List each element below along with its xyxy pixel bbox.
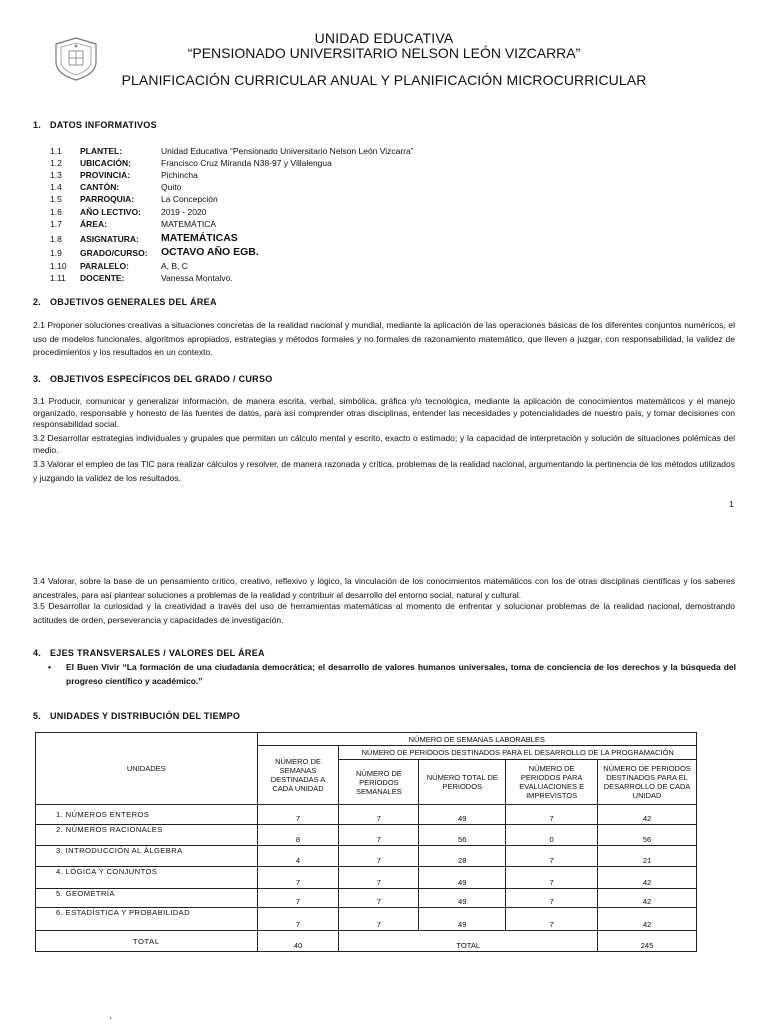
info-number: 1.6 — [50, 207, 62, 217]
cell-desarrollo: 42 — [598, 867, 697, 889]
cell-desarrollo: 21 — [598, 846, 697, 867]
header-line-2: “PENSIONADO UNIVERSITARIO NELSON LEÓN VIZCARRA” — [187, 45, 581, 61]
bullet-icon: • — [48, 662, 51, 672]
document-title: PLANIFICACIÓN CURRICULAR ANUAL Y PLANIFICACIÓN MICROCURRICULAR — [121, 72, 647, 88]
section-number: 2. — [33, 297, 42, 307]
cell-semanales: 7 — [339, 825, 419, 846]
cell-total: 49 — [419, 805, 506, 825]
table-row — [36, 825, 697, 846]
table-row — [36, 805, 697, 825]
cell-semanas: 4 — [257, 846, 339, 867]
section-title: UNIDADES Y DISTRIBUCIÓN DEL TIEMPO — [50, 711, 241, 721]
info-value: Vanessa Montalvo. — [161, 273, 233, 283]
objetivo-especifico-3-5: 3.5 Desarrollar la curiosidad y la creatividad a través del uso de herramientas matemáticas al momento de enfrentar y solucionar problemas de la realidad nacional, demostrando actitudes de orden, perseverancia y capacidades de investigación. — [33, 601, 735, 625]
cell-semanas: 8 — [257, 825, 339, 846]
cell-desarrollo: 42 — [598, 805, 697, 825]
info-number: 1.3 — [50, 170, 62, 180]
section-5-heading — [33, 711, 240, 721]
info-value: Quito — [161, 182, 182, 192]
info-number: 1.8 — [50, 234, 62, 244]
section-number: 5. — [33, 711, 42, 721]
cell-total: 49 — [419, 889, 506, 908]
cell-unidad: 6. ESTADÍSTICA Y PROBABILIDAD — [36, 908, 258, 931]
info-number: 1.7 — [50, 219, 62, 229]
cell-semanales: 7 — [339, 867, 419, 889]
objetivo-general-paragraph: 2.1 Proponer soluciones creativas a situaciones concretas de la realidad nacional y mundial, mediante la aplicación de las operaciones básicas de los diferentes conjuntos numéricos, el uso de modelos funcionales, algoritmos apropiados, estrategias y métodos formales y no formales de razonamiento matemático, que lleven a juzgar, con responsabilidad, la validez de procedimientos y los resultados en un contexto. — [33, 320, 735, 357]
info-label: PROVINCIA: — [80, 170, 131, 180]
info-number: 1.9 — [50, 248, 62, 258]
header-periodos-semanales: NÚMERO DE PERIODOS SEMANALES — [339, 760, 419, 805]
table-row — [36, 889, 697, 908]
info-number: 1.1 — [50, 146, 62, 156]
cell-total-semanas: 40 — [257, 931, 339, 952]
header-semanas-laborables: NÚMERO DE SEMANAS LABORABLES — [257, 733, 696, 746]
section-4-heading — [33, 648, 265, 658]
info-label: GRADO/CURSO: — [80, 248, 148, 258]
section-number: 4. — [33, 648, 42, 658]
info-value: A, B, C — [161, 261, 188, 271]
cell-unidad: 4. LÓGICA Y CONJUNTOS — [36, 867, 258, 889]
cell-eval: 7 — [506, 846, 598, 867]
unidades-table — [35, 732, 697, 952]
header-semanas-unidad: NÚMERO DE SEMANAS DESTINADAS A CADA UNIDAD — [257, 746, 339, 805]
cell-semanales: 7 — [339, 908, 419, 931]
objetivo-especifico-3-2: 3.2 Desarrollar estrategias individuales y grupales que permitan un cálculo mental y escrito, exacto o estimado; y la capacidad de interpretación y solución de situaciones polémicas del medio. — [33, 433, 735, 455]
info-value: MATEMÁTICAS — [161, 232, 238, 244]
info-label: PARROQUIA: — [80, 194, 135, 204]
ejes-text: El Buen Vivir “La formación de una ciudadanía democrática; el desarrollo de valores humanos universales, toma de conciencia de los derechos y la búsqueda del progreso científico y académico.” — [66, 662, 736, 686]
cell-unidad: 5. GEOMETRÍA — [36, 889, 258, 908]
info-number: 1.11 — [50, 273, 66, 283]
cell-total: 28 — [419, 846, 506, 867]
cell-eval: 7 — [506, 908, 598, 931]
cell-semanales: 7 — [339, 846, 419, 867]
info-value: La Concepción — [161, 194, 218, 204]
cell-semanales: 7 — [339, 889, 419, 908]
cell-semanas: 7 — [257, 867, 339, 889]
header-desarrollo-unidad: NÚMERO DE PERIODOS DESTINADOS PARA EL DESARROLLO DE CADA UNIDAD — [598, 760, 697, 805]
section-number: 1. — [33, 120, 42, 130]
cell-unidad: 1. NÚMEROS ENTEROS — [36, 805, 258, 825]
table-header-row — [36, 733, 697, 746]
section-title: OBJETIVOS ESPECÍFICOS DEL GRADO / CURSO — [50, 374, 273, 384]
cell-total: 49 — [419, 908, 506, 931]
cell-total-label-2: TOTAL — [339, 931, 598, 952]
cell-semanas: 7 — [257, 908, 339, 931]
cell-total-label: TOTAL — [36, 931, 258, 952]
cell-semanales: 7 — [339, 805, 419, 825]
info-number: 1.2 — [50, 158, 62, 168]
cell-desarrollo: 42 — [598, 908, 697, 931]
section-2-heading — [33, 297, 217, 307]
cell-semanas: 7 — [257, 889, 339, 908]
header-evaluaciones: NÚMERO DE PERIODOS PARA EVALUACIONES E IMPREVISTOS — [506, 760, 598, 805]
section-1-heading — [33, 120, 157, 130]
section-title: EJES TRANSVERSALES / VALORES DEL ÁREA — [50, 648, 265, 658]
section-number: 3. — [33, 374, 42, 384]
table-row — [36, 867, 697, 889]
info-label: CANTÓN: — [80, 182, 120, 192]
objetivo-especifico-3-3: 3.3 Valorar el empleo de las TIC para realizar cálculos y resolver, de manera razonada y crítica, problemas de la realidad nacional, argumentando la pertinencia de los métodos utilizados y juzgando la validez de los resultados. — [33, 459, 735, 483]
cell-total: 49 — [419, 867, 506, 889]
cell-desarrollo: 42 — [598, 889, 697, 908]
info-value: MATEMÁTICA — [161, 219, 217, 229]
info-number: 1.10 — [50, 261, 67, 271]
cell-unidad: 2. NÚMEROS RACIONALES — [36, 825, 258, 846]
info-label: PLANTEL: — [80, 146, 123, 156]
page-number: 1 — [729, 499, 734, 509]
info-value: OCTAVO AÑO EGB. — [161, 246, 259, 258]
info-label: ASIGNATURA: — [80, 234, 139, 244]
info-label: PARALELO: — [80, 261, 129, 271]
info-number: 1.4 — [50, 182, 62, 192]
cell-eval: 7 — [506, 805, 598, 825]
table-total-row — [36, 931, 697, 952]
info-label: DOCENTE: — [80, 273, 125, 283]
cell-total-desarrollo: 245 — [598, 931, 697, 952]
table-row — [36, 846, 697, 867]
cell-desarrollo: 56 — [598, 825, 697, 846]
cell-eval: 7 — [506, 889, 598, 908]
info-label: UBICACIÓN: — [80, 158, 131, 168]
section-title: OBJETIVOS GENERALES DEL ÁREA — [50, 297, 217, 307]
info-label: ÁREA: — [80, 219, 107, 229]
info-value: Unidad Educativa “Pensionado Universitario Nelson León Vizcarra” — [161, 146, 414, 156]
header-total-periodos: NÚMERO TOTAL DE PERIODOS — [419, 760, 506, 805]
header-periodos-programacion: NÚMERO DE PERIODOS DESTINADOS PARA EL DESARROLLO DE LA PROGRAMACIÓN — [339, 746, 697, 760]
cell-semanas: 7 — [257, 805, 339, 825]
header-unidades: UNIDADES — [36, 733, 258, 805]
section-title: DATOS INFORMATIVOS — [50, 120, 157, 130]
objetivo-especifico-3-1: 3.1 Producir, comunicar y generalizar información, de manera escrita, verbal, simbólica, gráfica y/o tecnológica, mediante la aplicación de conocimientos matemáticos y el manejo organizado, responsable y honesto de las fuentes de datos, para así comprender otras disciplinas, entender las necesidades y potencialidades de nuestro país, y tomar decisiones con responsabilidad social. — [33, 396, 735, 429]
cell-eval: 7 — [506, 867, 598, 889]
page-mark: ' — [110, 1016, 112, 1025]
info-value: 2019 - 2020 — [161, 207, 207, 217]
table-row — [36, 908, 697, 931]
info-value: Francisco Cruz Miranda N38-97 y Villalengua — [161, 158, 332, 168]
info-number: 1.5 — [50, 194, 62, 204]
section-3-heading — [33, 374, 273, 384]
info-value: Pichincha — [161, 170, 198, 180]
objetivo-especifico-3-4: 3.4 Valorar, sobre la base de un pensamiento crítico, creativo, reflexivo y lógico, la vinculación de los conocimientos matemáticos con los de otras disciplinas científicas y los saberes ancestrales, para así plantear soluciones a problemas de la realidad y contribuir al desarrollo del entorno social, natural y cultural. — [33, 576, 735, 600]
cell-unidad: 3. INTRODUCCIÓN AL ÁLGEBRA — [36, 846, 258, 867]
cell-eval: 0 — [506, 825, 598, 846]
info-label: AÑO LECTIVO: — [80, 207, 141, 217]
cell-total: 56 — [419, 825, 506, 846]
header-line-1: UNIDAD EDUCATIVA — [314, 30, 454, 46]
ejes-bullet-item — [48, 661, 736, 688]
